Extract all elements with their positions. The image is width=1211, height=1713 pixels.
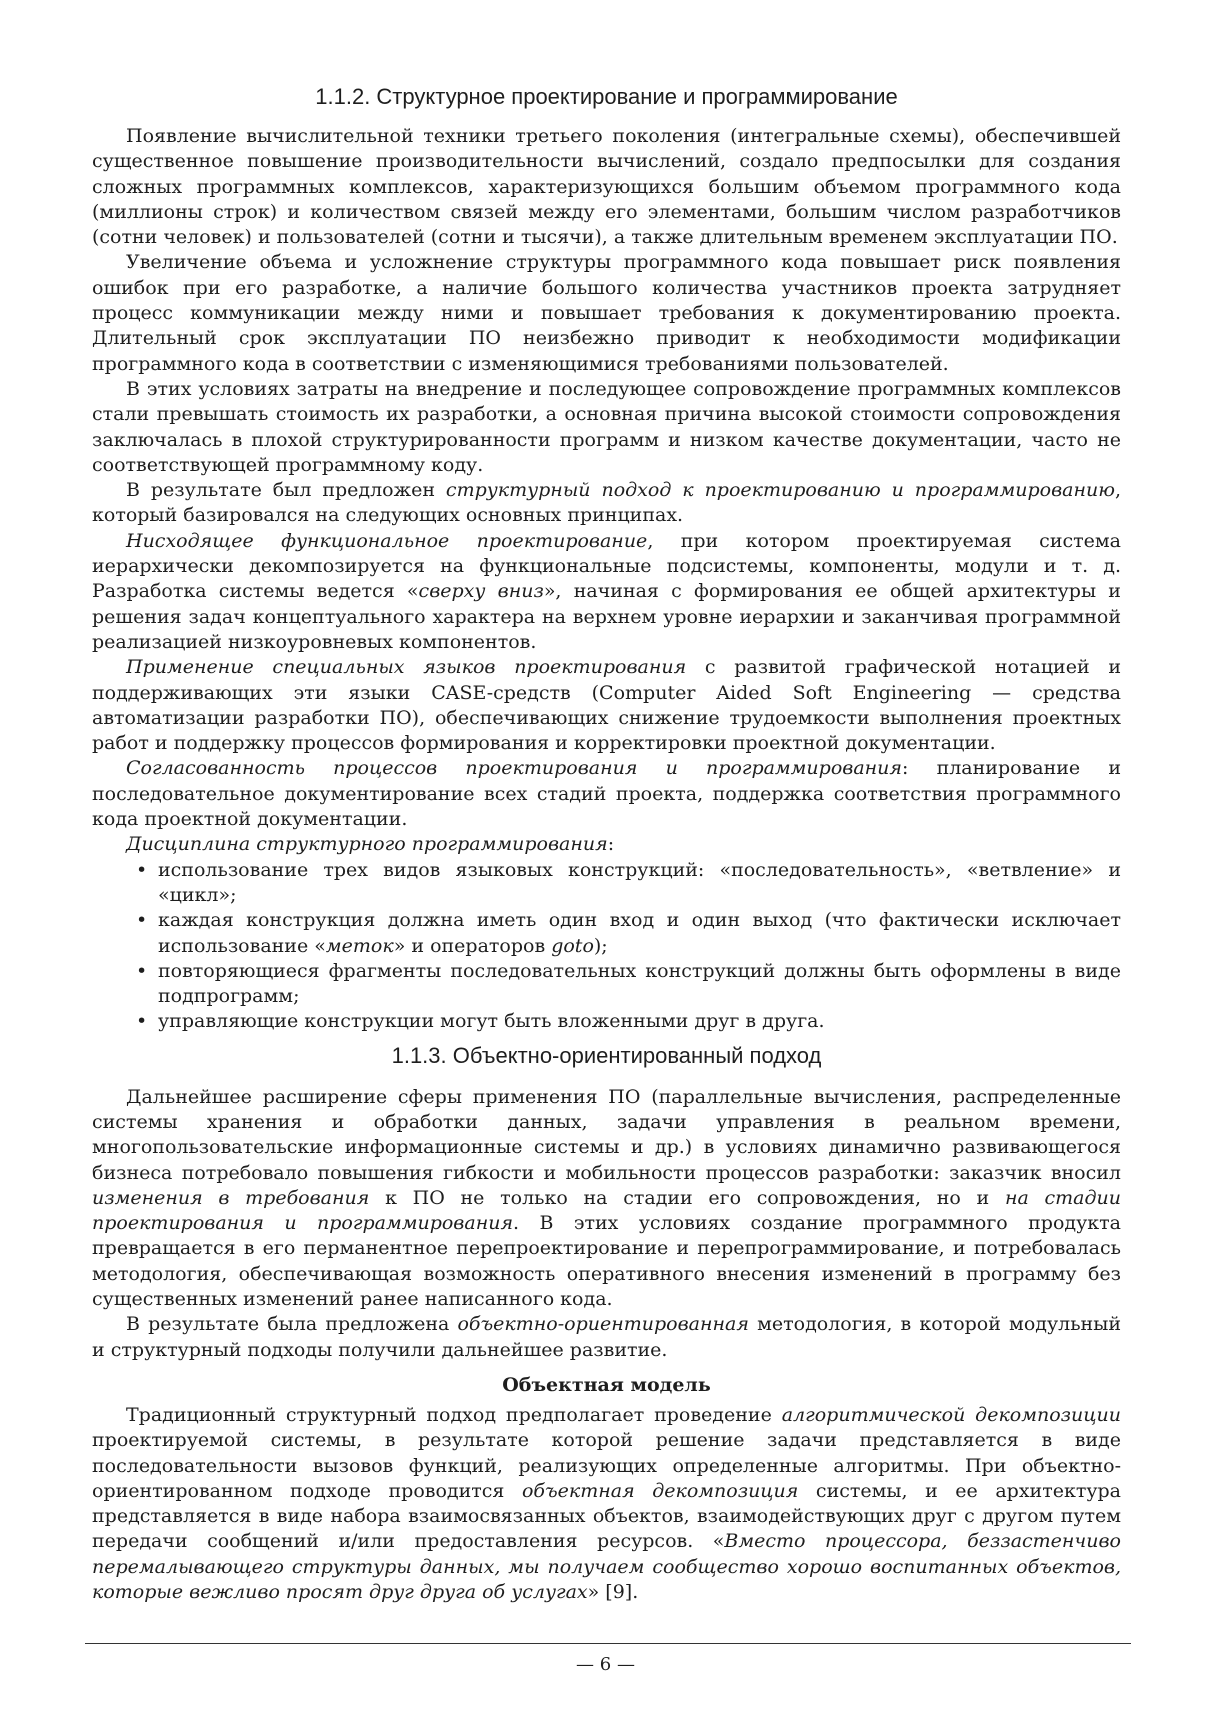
emphasis: Согласованность процессов проектирования и программирования bbox=[126, 757, 902, 780]
emphasis: сверху вниз bbox=[418, 580, 544, 603]
paragraph: Увеличение объема и усложнение структуры программного кода повышает риск появления ошибок при его разработке, а наличие большого количества участников проекта затрудняет процесс коммуникации между ними и повышает требования к документированию проекта. Длительный срок эксплуатации ПО неизбежно приводит к необходимости модификации программного кода в соответствии с изменяющимися требованиями пользователей. bbox=[92, 251, 1121, 375]
text-run: с развитой графической нотацией и поддерживающих эти языки CASE-средств (Computer Aided Soft Engineering — средства автоматизации разработки ПО), обеспечивающих снижение трудоемкости выполнения проектных работ и поддержку процессов формирования и корректировки проектной документации. bbox=[92, 656, 1121, 755]
list-item bbox=[136, 1009, 1121, 1034]
list-item-text: повторяющиеся фрагменты последовательных конструкций должны быть оформлены в виде подпрограмм; bbox=[158, 959, 1121, 1008]
list-item-text: управляющие конструкции могут быть вложенными друг в друга. bbox=[158, 1010, 825, 1033]
text-run: , который базировался на следующих основных принципах. bbox=[92, 479, 1121, 527]
text-run: каждая конструкция должна иметь один вход и один выход (что фактически исключает использование « bbox=[158, 909, 1121, 957]
text-run: , при котором проектируемая система иерархически декомпозируется на функциональные подсистемы, компоненты, модули и т. д. Разработка системы ведется « bbox=[92, 529, 1121, 603]
text-run: к ПО не только на стадии его сопровождения, но и bbox=[369, 1186, 1005, 1209]
list-item-text: использование трех видов языковых конструкций: «последовательность», «ветвление» и «цикл»; bbox=[158, 858, 1121, 906]
text-run: : bbox=[607, 833, 615, 856]
bullet-list bbox=[92, 858, 1121, 1035]
list-item bbox=[136, 959, 1121, 1010]
emphasis: Вместо процессора, беззастенчиво перемалывающего структуры данных, мы получаем сообщество хорошо воспитанных объектов, которые вежливо просят друг друга об услугах bbox=[92, 1530, 1121, 1604]
emphasis: Дисциплина структурного программирования bbox=[126, 833, 608, 856]
paragraph bbox=[92, 1085, 1121, 1313]
paragraph bbox=[92, 655, 1121, 756]
emphasis: goto bbox=[551, 934, 594, 957]
paragraph bbox=[92, 832, 1121, 857]
section-title-1-1-2: 1.1.2. Структурное проектирование и программирование bbox=[315, 84, 898, 109]
paragraph: В этих условиях затраты на внедрение и последующее сопровождение программных комплексов стали превышать стоимость их разработки, а основная причина высокой стоимости сопровождения заключалась в плохой структурированности программ и низком качестве документации, часто не соответствующей программному коду. bbox=[92, 377, 1121, 476]
list-item bbox=[136, 858, 1121, 909]
emphasis: меток bbox=[325, 934, 394, 957]
paragraph bbox=[92, 756, 1121, 832]
text-run: системы, и ее архитектура представляется в виде набора взаимосвязанных объектов, взаимодействующих друг с другом путем передачи сообщений и/или предоставления ресурсов. « bbox=[92, 1479, 1122, 1553]
paragraph: Появление вычислительной техники третьего поколения (интегральные схемы), обеспечившей существенное повышение производительности вычислений, создало предпосылки для создания сложных программных комплексов, характеризующихся большим объемом программного кода (миллионы строк) и количеством связей между его элементами, большим числом разработчиков (сотни человек) и пользователей (сотни и тысячи), а также длительным временем эксплуатации ПО. bbox=[92, 125, 1121, 249]
emphasis: Нисходящее функциональное проектирование bbox=[126, 529, 648, 552]
bullet-icon: • bbox=[136, 1010, 148, 1033]
page-number: — 6 — bbox=[576, 1654, 635, 1675]
text-run: В результате был предложен bbox=[126, 479, 446, 502]
emphasis: объектная декомпозиция bbox=[521, 1479, 799, 1502]
text-run: » [9]. bbox=[587, 1581, 639, 1604]
bullet-icon: • bbox=[136, 858, 148, 881]
emphasis: Применение специальных языков проектирования bbox=[126, 656, 687, 679]
section-title-1-1-3: 1.1.3. Объектно-ориентированный подход bbox=[391, 1042, 822, 1068]
paragraph bbox=[92, 478, 1121, 529]
text-run: Дальнейшее расширение сферы применения ПО (параллельные вычисления, распределенные системы хранения и обработки данных, задачи управления в реальном времени, многопользовательские информационные системы и др.) в условиях динамично развивающегося бизнеса потребовало повышения гибкости и мобильности процессов разработки: заказчик вносил bbox=[92, 1085, 1121, 1184]
text-run: . В этих условиях создание программного продукта превращается в его перманентное перепроектирование и перепрограммирование, и потребовалась методология, обеспечивающая возможность оперативного внесения изменений в программу без существенных изменений ранее написанного кода. bbox=[92, 1212, 1121, 1311]
paragraph bbox=[92, 1312, 1121, 1363]
paragraph bbox=[92, 1403, 1121, 1605]
text-run: : планирование и последовательное документирование всех стадий проекта, поддержка соответствия программного кода проектной документации. bbox=[92, 757, 1122, 831]
text-run: Традиционный структурный подход предполагает проведение bbox=[126, 1403, 782, 1426]
emphasis: алгоритмической декомпозиции bbox=[781, 1403, 1122, 1426]
bullet-icon: • bbox=[136, 959, 148, 982]
text-run: проектируемой системы, в результате которой решение задачи представляется в виде последовательности вызовов функций, реализующих определенные алгоритмы. При объектно-ориентированном подходе проводится bbox=[92, 1429, 1121, 1502]
bullet-icon: • bbox=[136, 909, 148, 932]
text-run: ); bbox=[593, 934, 608, 957]
list-item bbox=[136, 908, 1121, 959]
emphasis: объектно-ориентированная bbox=[457, 1313, 749, 1336]
footer-divider bbox=[85, 1643, 1131, 1644]
text-run: методология, в которой модульный и структурный подходы получили дальнейшее развитие. bbox=[92, 1313, 1122, 1361]
emphasis: на стадии проектирования и программирования bbox=[92, 1186, 1121, 1235]
text-run: » и операторов bbox=[393, 934, 552, 957]
paragraph bbox=[92, 529, 1121, 655]
text-run: », начиная с формирования ее общей архитектуры и решения задач концептуального характера на верхнем уровне иерархии и заканчивая программной реализацией низкоуровневых компонентов. bbox=[92, 580, 1121, 653]
text-run: В результате была предложена bbox=[126, 1313, 458, 1336]
emphasis: изменения в требования bbox=[92, 1186, 370, 1209]
emphasis: структурный подход к проектированию и программированию bbox=[445, 479, 1115, 502]
subheading: Объектная модель bbox=[502, 1373, 711, 1396]
